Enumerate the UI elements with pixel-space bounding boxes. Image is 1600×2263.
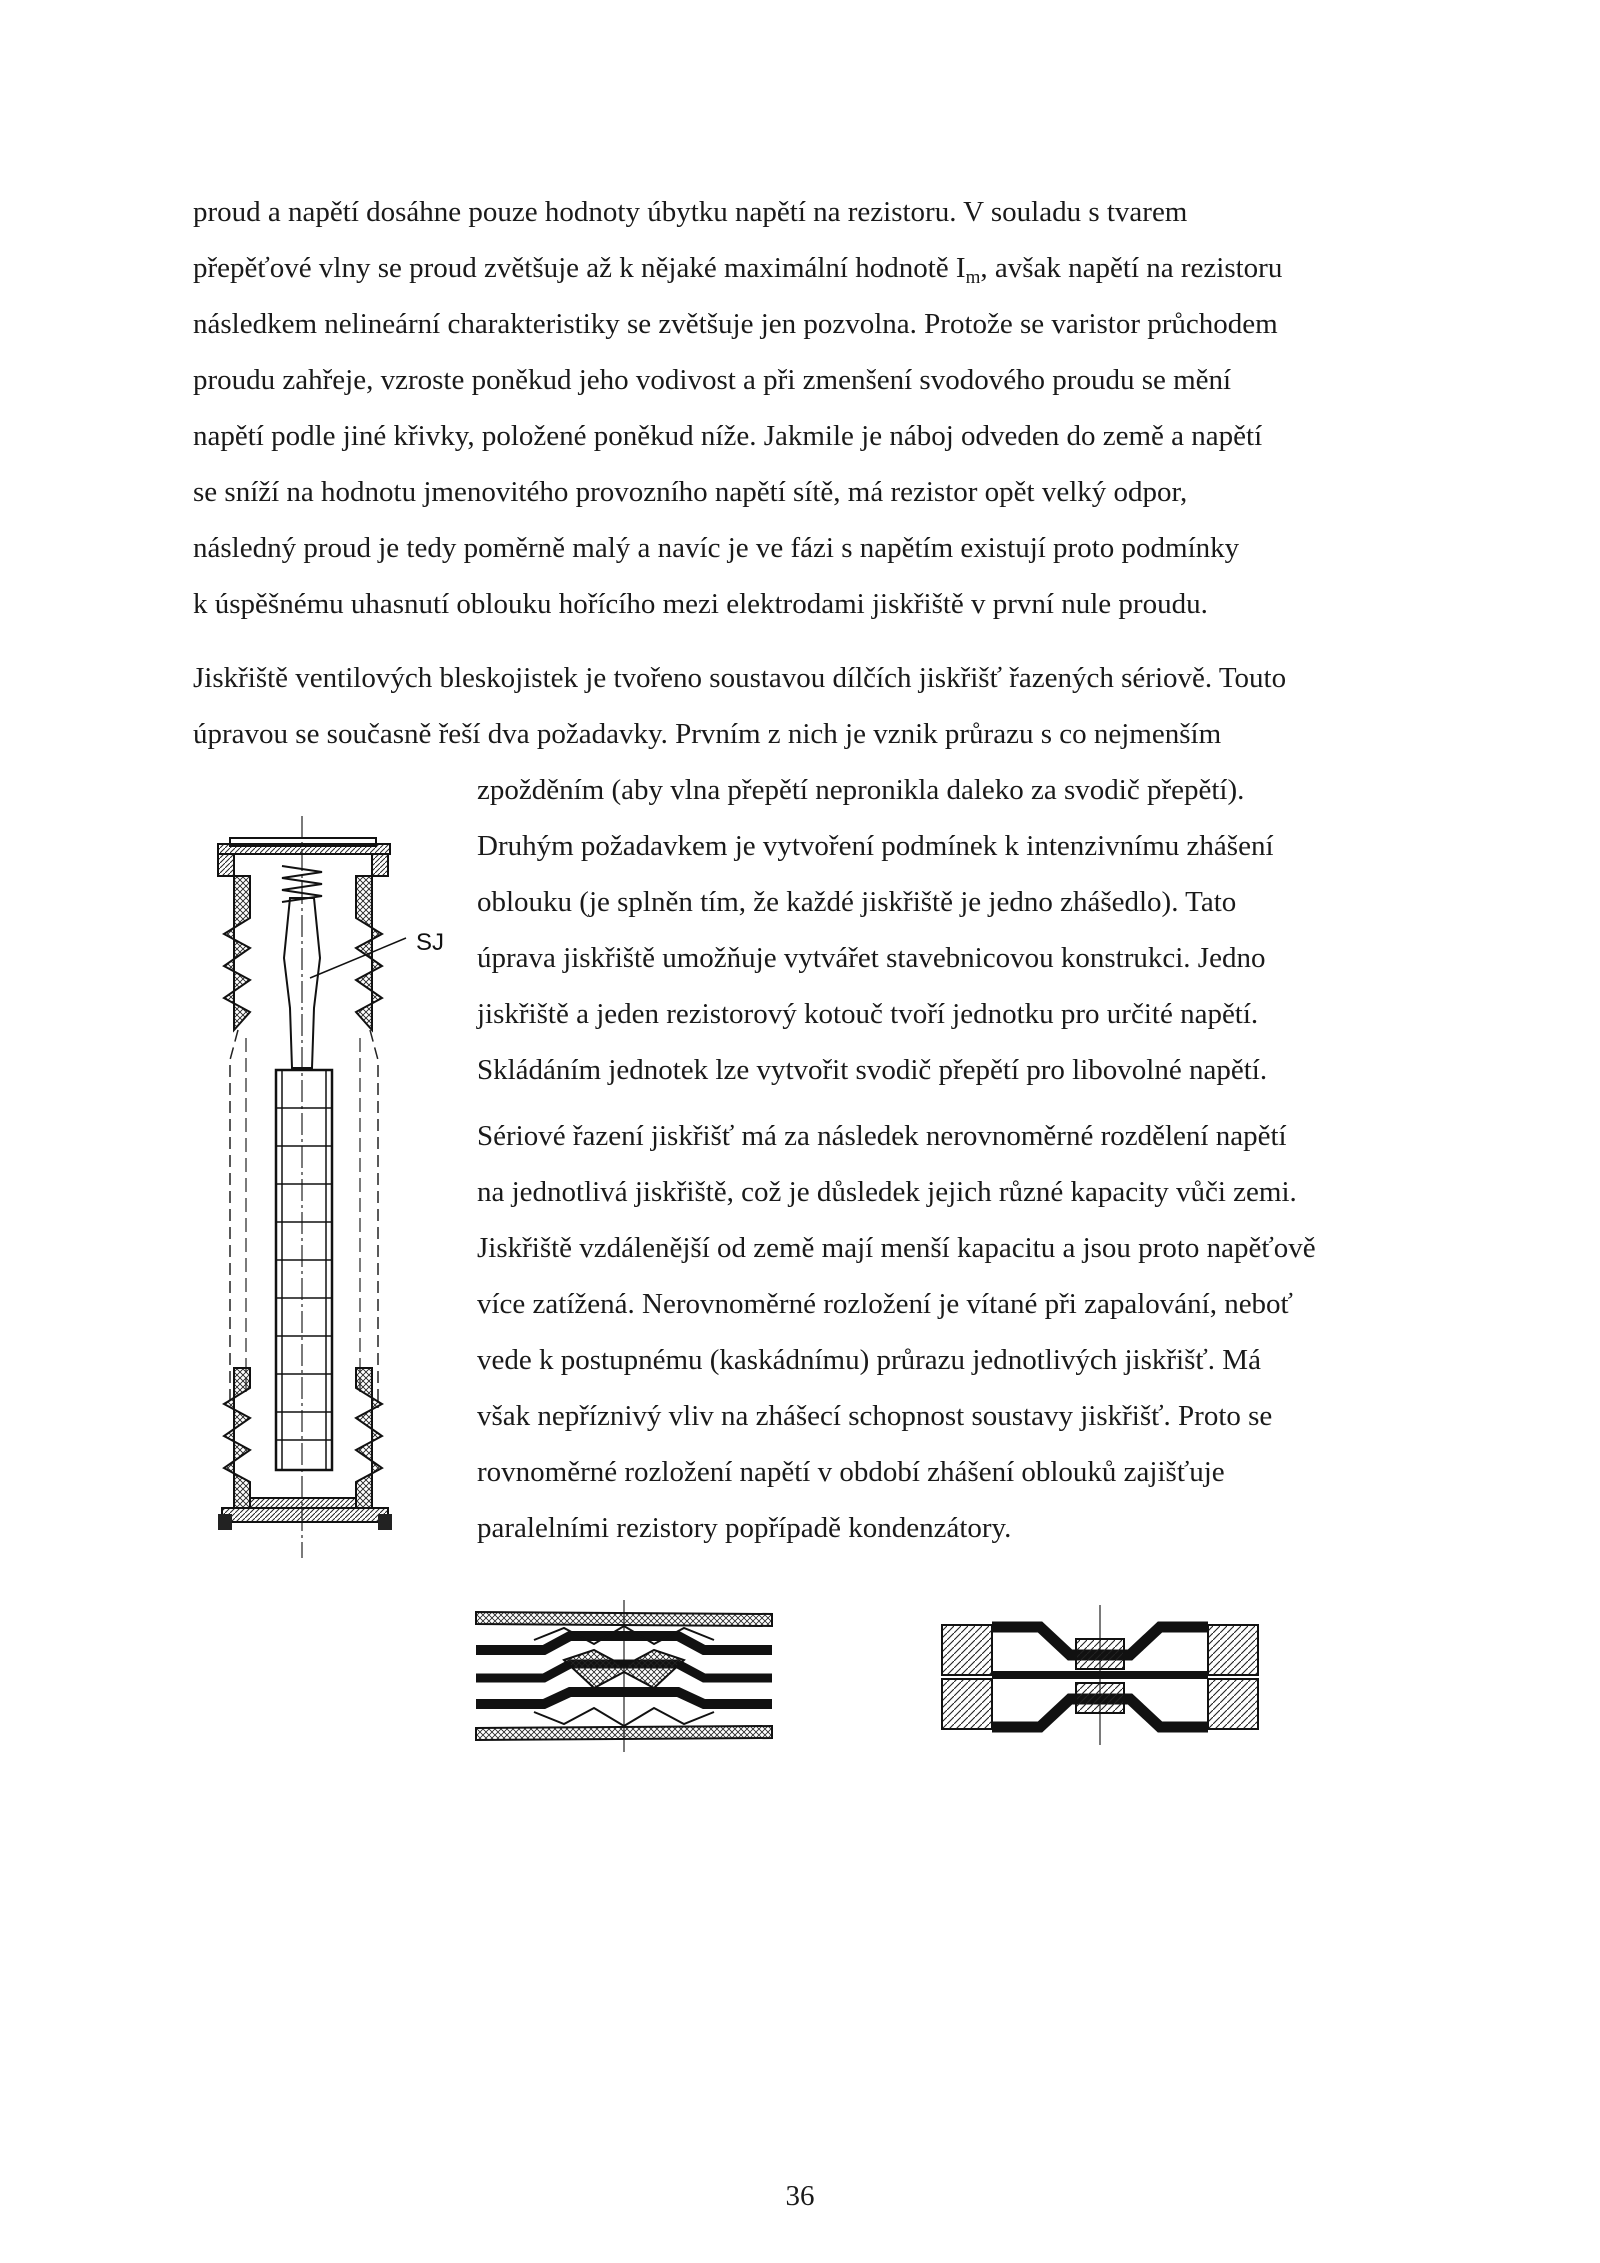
text-line: na jednotlivá jiskřiště, což je důsledek jejich různé kapacity vůči zemi. (477, 1176, 1297, 1208)
text-line: více zatížená. Nerovnoměrné rozložení je vítané při zapalování, neboť (477, 1288, 1293, 1320)
text-line: se sníží na hodnotu jmenovitého provozního napětí sítě, má rezistor opět velký odpor, (193, 476, 1188, 508)
surge-arrester-drawing (210, 808, 470, 1558)
text-line: k úspěšnému uhasnutí oblouku hořícího mezi elektrodami jiskřiště v první nule proudu. (193, 588, 1208, 620)
label-sj: SJ (416, 929, 445, 956)
text-line: Jiskřiště ventilových bleskojistek je tvořeno soustavou dílčích jiskřišť řazených sériově. Touto (193, 662, 1287, 694)
text-line: úprava jiskřiště umožňuje vytvářet stavebnicovou konstrukci. Jedno (477, 942, 1266, 974)
text-line: vede k postupnému (kaskádnímu) průrazu jednotlivých jiskřišť. Má (477, 1344, 1261, 1376)
text-line: proud a napětí dosáhne pouze hodnoty úbytku napětí na rezistoru. V souladu s tvarem (193, 196, 1188, 228)
text-line: jiskřiště a jeden rezistorový kotouč tvoří jednotku pro určité napětí. (477, 998, 1259, 1030)
spark-gap-detail-right (940, 1605, 1260, 1745)
paragraph-spark-gap-series (193, 650, 1286, 762)
text-line: oblouku (je splněn tím, že každé jiskřiště je jedno zhášedlo). Tato (477, 886, 1237, 918)
spark-gap-detail-left (474, 1600, 774, 1752)
text-line: napětí podle jiné křivky, položené poněkud níže. Jakmile je náboj odveden do země a napětí (193, 420, 1263, 452)
text-line: následkem nelineární charakteristiky se zvětšuje jen pozvolna. Protože se varistor průchodem (193, 308, 1278, 340)
text-line: následný proud je tedy poměrně malý a navíc je ve fázi s napětím existují proto podmínky (193, 532, 1240, 564)
text-line: paralelními rezistory popřípadě kondenzátory. (477, 1512, 1012, 1544)
paragraph-voltage-distribution (477, 1108, 1316, 1556)
text-line: proudu zahřeje, vzroste poněkud jeho vodivost a při zmenšení svodového proudu se mění (193, 364, 1232, 396)
text-line: rovnoměrné rozložení napětí v období zhášení oblouků zajišťuje (477, 1456, 1225, 1488)
subscript: m (965, 267, 981, 288)
text-line: však nepříznivý vliv na zhášecí schopnost soustavy jiskřišť. Proto se (477, 1400, 1273, 1432)
paragraph-spark-gap-series-wrap (477, 762, 1274, 1098)
text-line: Sériové řazení jiskřišť má za následek nerovnoměrné rozdělení napětí (477, 1120, 1287, 1152)
paragraph-varistor-behaviour (193, 184, 1282, 632)
page-number: 36 (785, 2180, 815, 2212)
text-line: úpravou se současně řeší dva požadavky. Prvním z nich je vznik průrazu s co nejmenším (193, 718, 1222, 750)
text-line: Jiskřiště vzdálenější od země mají menší kapacitu a jsou proto napěťově (477, 1232, 1316, 1264)
text-line: zpožděním (aby vlna přepětí nepronikla daleko za svodič přepětí). (477, 774, 1245, 806)
text-line: Druhým požadavkem je vytvoření podmínek k intenzivnímu zhášení (477, 830, 1274, 862)
text-line: Skládáním jednotek lze vytvořit svodič přepětí pro libovolné napětí. (477, 1054, 1268, 1086)
text-line: přepěťové vlny se proud zvětšuje až k nějaké maximální hodnotě $I_m$, avšak napětí na rezistoru (193, 252, 1283, 288)
